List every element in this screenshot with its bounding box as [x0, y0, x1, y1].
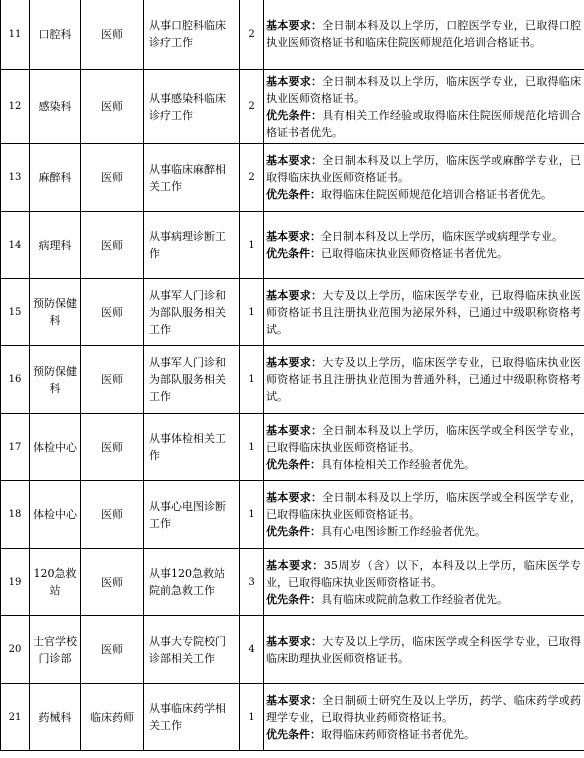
table-row [1, 346, 584, 414]
basic-requirement-label: 基本要求： [266, 356, 323, 369]
table-row [1, 549, 584, 616]
row-number: 14 [1, 212, 30, 279]
duty-description: 从事感染科临床诊疗工作 [144, 70, 240, 144]
basic-requirement-text: 全日制本科及以上学历，临床医学或全科医学专业，已取得临床执业医师资格证书。 [266, 491, 581, 521]
position: 医师 [81, 212, 144, 279]
position: 医师 [81, 549, 144, 616]
position: 医师 [81, 279, 144, 346]
basic-requirement-label: 基本要求： [266, 230, 321, 243]
basic-requirement-text: 全日制本科及以上学历，临床医学专业，已取得临床执业医师资格证书。 [266, 74, 581, 105]
requirements [264, 616, 584, 684]
basic-requirement-label: 基本要求： [266, 288, 323, 302]
table-row [1, 414, 584, 481]
preferred-condition-label: 优先条件： [266, 108, 323, 122]
requirements [264, 279, 584, 346]
duty-description: 从事口腔科临床诊疗工作 [144, 0, 240, 70]
headcount: 2 [240, 70, 264, 144]
preferred-condition-text: 具有体检相关工作经验者优先。 [321, 457, 475, 471]
department: 体检中心 [30, 481, 81, 549]
table-row [1, 0, 584, 70]
row-number: 21 [1, 684, 30, 751]
headcount: 1 [240, 481, 264, 549]
table-row [1, 144, 584, 212]
preferred-condition-label: 优先条件： [266, 727, 321, 741]
table-row [1, 70, 584, 144]
headcount: 1 [240, 684, 264, 751]
duty-description: 从事体检相关工作 [144, 414, 240, 481]
basic-requirement-text: 全日制本科及以上学历，口腔医学专业，已取得口腔执业医师资格证书和临床住院医师规范化培训合格证书。 [266, 19, 581, 49]
row-number: 17 [1, 414, 30, 481]
duty-description: 从事临床药学相关工作 [144, 684, 240, 751]
position: 临床药师 [81, 684, 144, 751]
department: 预防保健科 [30, 346, 81, 414]
row-number: 11 [1, 0, 30, 70]
row-number: 12 [1, 70, 30, 144]
basic-requirement-text: 大专及以上学历，临床医学专业，已取得临床执业医师资格证书且注册执业范围为普通外科，已通过中级职称资格考试。 [266, 356, 581, 403]
basic-requirement-text: 大专及以上学历，临床医学或全科医学专业，已取得临床助理执业医师资格证书。 [266, 634, 581, 665]
table-row [1, 212, 584, 279]
basic-requirement-label: 基本要求： [266, 423, 323, 437]
department: 药械科 [30, 684, 81, 751]
requirements [264, 70, 584, 144]
preferred-condition-label: 优先条件： [266, 525, 321, 538]
row-number: 20 [1, 616, 30, 684]
duty-description: 从事心电图诊断工作 [144, 481, 240, 549]
table-row [1, 684, 584, 751]
table-row [1, 481, 584, 549]
requirements [264, 549, 584, 616]
table-row [1, 279, 584, 346]
department: 感染科 [30, 70, 81, 144]
basic-requirement-text: 35周岁（含）以下，本科及以上学历，临床医学专业，已取得临床执业医师资格证书。 [266, 558, 582, 589]
headcount: 2 [240, 144, 264, 212]
preferred-condition-label: 优先条件： [266, 188, 321, 201]
preferred-condition-text: 具有相关工作经验或取得临床住院医师规范化培训合格证书者优先。 [266, 108, 581, 139]
duty-description: 从事军人门诊和为部队服务相关工作 [144, 346, 240, 414]
headcount: 4 [240, 616, 264, 684]
requirements [264, 481, 584, 549]
requirements [264, 0, 584, 70]
row-number: 19 [1, 549, 30, 616]
position: 医师 [81, 144, 144, 212]
headcount: 1 [240, 346, 264, 414]
basic-requirement-text: 全日制硕士研究生及以上学历，药学、临床药学或药理学专业，已取得执业药师资格证书。 [266, 693, 581, 724]
duty-description: 从事病理诊断工作 [144, 212, 240, 279]
position: 医师 [81, 414, 144, 481]
department: 病理科 [30, 212, 81, 279]
position: 医师 [81, 0, 144, 70]
department: 士官学校门诊部 [30, 616, 81, 684]
duty-description: 从事军人门诊和为部队服务相关工作 [144, 279, 240, 346]
basic-requirement-label: 基本要求： [266, 19, 323, 32]
row-number: 15 [1, 279, 30, 346]
row-number: 18 [1, 481, 30, 549]
duty-description: 从事120急救站院前急救工作 [144, 549, 240, 616]
department: 口腔科 [30, 0, 81, 70]
department: 体检中心 [30, 414, 81, 481]
headcount: 1 [240, 212, 264, 279]
table-row [1, 616, 584, 684]
basic-requirement-label: 基本要求： [266, 491, 323, 504]
duty-description: 从事临床麻醉相关工作 [144, 144, 240, 212]
basic-requirement-text: 全日制本科及以上学历，临床医学或麻醉学专业，已取得临床执业医师资格证书。 [266, 154, 581, 184]
preferred-condition-text: 已取得临床执业医师资格证书者优先。 [321, 247, 508, 260]
position: 医师 [81, 70, 144, 144]
basic-requirement-text: 全日制本科及以上学历，临床医学或病理学专业。 [321, 230, 563, 243]
basic-requirement-text: 全日制本科及以上学历，临床医学或全科医学专业，已取得临床执业医师资格证书。 [266, 423, 581, 454]
requirements [264, 684, 584, 751]
basic-requirement-label: 基本要求： [266, 154, 323, 167]
position: 医师 [81, 346, 144, 414]
department: 120急救站 [30, 549, 81, 616]
basic-requirement-label: 基本要求： [266, 693, 323, 707]
row-number: 13 [1, 144, 30, 212]
duty-description: 从事大专院校门诊部相关工作 [144, 616, 240, 684]
basic-requirement-label: 基本要求： [266, 74, 323, 88]
headcount: 3 [240, 549, 264, 616]
department: 预防保健科 [30, 279, 81, 346]
preferred-condition-text: 取得临床药师资格证书者优先。 [321, 727, 475, 741]
row-number: 16 [1, 346, 30, 414]
requirements [264, 144, 584, 212]
requirements [264, 414, 584, 481]
preferred-condition-label: 优先条件： [266, 592, 321, 606]
basic-requirement-label: 基本要求： [266, 634, 323, 648]
requirements [264, 346, 584, 414]
preferred-condition-text: 具有心电图诊断工作经验者优先。 [321, 525, 486, 538]
requirements [264, 212, 584, 279]
department: 麻醉科 [30, 144, 81, 212]
position: 医师 [81, 481, 144, 549]
position: 医师 [81, 616, 144, 684]
preferred-condition-label: 优先条件： [266, 457, 321, 471]
headcount: 1 [240, 279, 264, 346]
headcount: 1 [240, 414, 264, 481]
basic-requirement-text: 大专及以上学历，临床医学专业，已取得临床执业医师资格证书且注册执业范围为泌尿外科，已通过中级职称资格考试。 [266, 288, 581, 336]
preferred-condition-text: 具有临床或院前急救工作经验者优先。 [321, 592, 508, 606]
headcount: 2 [240, 0, 264, 70]
preferred-condition-label: 优先条件： [266, 247, 321, 260]
preferred-condition-text: 取得临床住院医师规范化培训合格证书者优先。 [321, 188, 552, 201]
basic-requirement-label: 基本要求： [266, 558, 324, 572]
